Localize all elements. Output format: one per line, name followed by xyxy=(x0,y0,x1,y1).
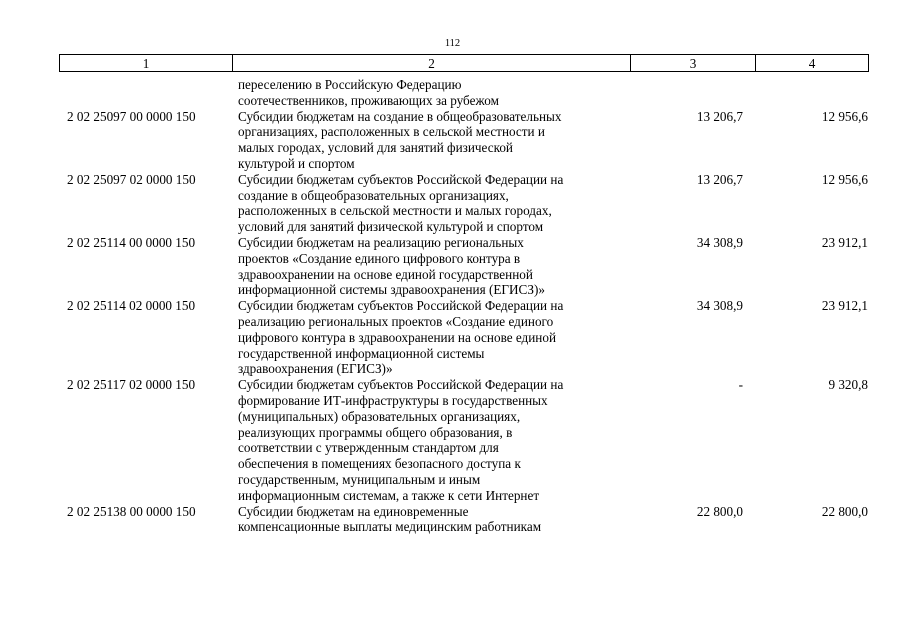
header-col-2: 2 xyxy=(233,55,631,71)
row-value-col4: 9 320,8 xyxy=(828,377,868,393)
row-value-col3: 13 206,7 xyxy=(696,171,743,187)
header-col-4: 4 xyxy=(808,56,816,71)
row-value-col4: 23 912,1 xyxy=(821,234,868,250)
row-value-col4: 23 912,1 xyxy=(821,298,868,314)
table-row xyxy=(0,109,905,172)
row-value-col4: 12 956,6 xyxy=(821,108,868,124)
row-value-col4: 12 956,6 xyxy=(821,171,868,187)
row-code: 2 02 25138 00 0000 150 xyxy=(67,503,196,519)
row-code: 2 02 25117 02 0000 150 xyxy=(67,377,196,393)
row-value-col3: 34 308,9 xyxy=(696,234,743,250)
row-value-col4: 22 800,0 xyxy=(821,503,868,519)
row-description: Субсидии бюджетам на единовременные компенсационные выплаты медицинским работникам xyxy=(238,503,542,535)
table-header xyxy=(59,54,869,72)
row-value-col4 xyxy=(743,77,868,109)
table-row xyxy=(0,235,905,298)
row-value-col3: 34 308,9 xyxy=(696,298,743,314)
row-code: 2 02 25097 02 0000 150 xyxy=(67,171,196,187)
table-row xyxy=(0,172,905,235)
row-value-col3 xyxy=(626,77,743,109)
page-number: 112 xyxy=(444,38,461,49)
table-row xyxy=(0,77,905,109)
row-value-col3: 13 206,7 xyxy=(696,108,743,124)
row-description: переселению в Российскую Федерацию соотечественников, проживающих за рубежом xyxy=(238,77,499,108)
table-body xyxy=(0,77,905,535)
table-row xyxy=(0,377,905,503)
row-code xyxy=(0,77,238,109)
header-col-3: 3 xyxy=(631,55,756,71)
row-description: Субсидии бюджетам субъектов Российской Федерации на создание в общеобразовательных организациях, расположенных в сельской местности и малых городах, условий для занятий физической культурой и спортом xyxy=(238,171,564,235)
row-value-col3: 22 800,0 xyxy=(696,503,743,519)
row-description: Субсидии бюджетам субъектов Российской Федерации на формирование ИТ-инфраструктуры в государственных (муниципальных) образовательных организациях, реализующих программы общего образования, в соответствии с утвержденным стандартом для обеспечения в помещениях безопасного доступа к государственным, муниципальным и иным информационным системам, а также к сети Интернет xyxy=(238,377,564,503)
row-value-col3: - xyxy=(738,377,743,393)
table-row xyxy=(0,504,905,536)
row-code: 2 02 25114 02 0000 150 xyxy=(67,298,196,314)
row-code: 2 02 25114 00 0000 150 xyxy=(67,234,196,250)
row-description: Субсидии бюджетам на реализацию региональных проектов «Создание единого цифрового контура в здравоохранении на основе единой государственной информационной системы здравоохранения (ЕГИСЗ)» xyxy=(238,234,545,298)
row-code: 2 02 25097 00 0000 150 xyxy=(67,108,196,124)
row-description: Субсидии бюджетам на создание в общеобразовательных организациях, расположенных в сельской местности и малых городах, условий для занятий физической культурой и спортом xyxy=(238,108,562,171)
row-description: Субсидии бюджетам субъектов Российской Федерации на реализацию региональных проектов «Создание единого цифрового контура в здравоохранении на основе единой государственной информационной системы здравоохранения (ЕГИСЗ)» xyxy=(238,298,564,377)
table-row xyxy=(0,298,905,377)
header-col-1: 1 xyxy=(60,55,233,71)
